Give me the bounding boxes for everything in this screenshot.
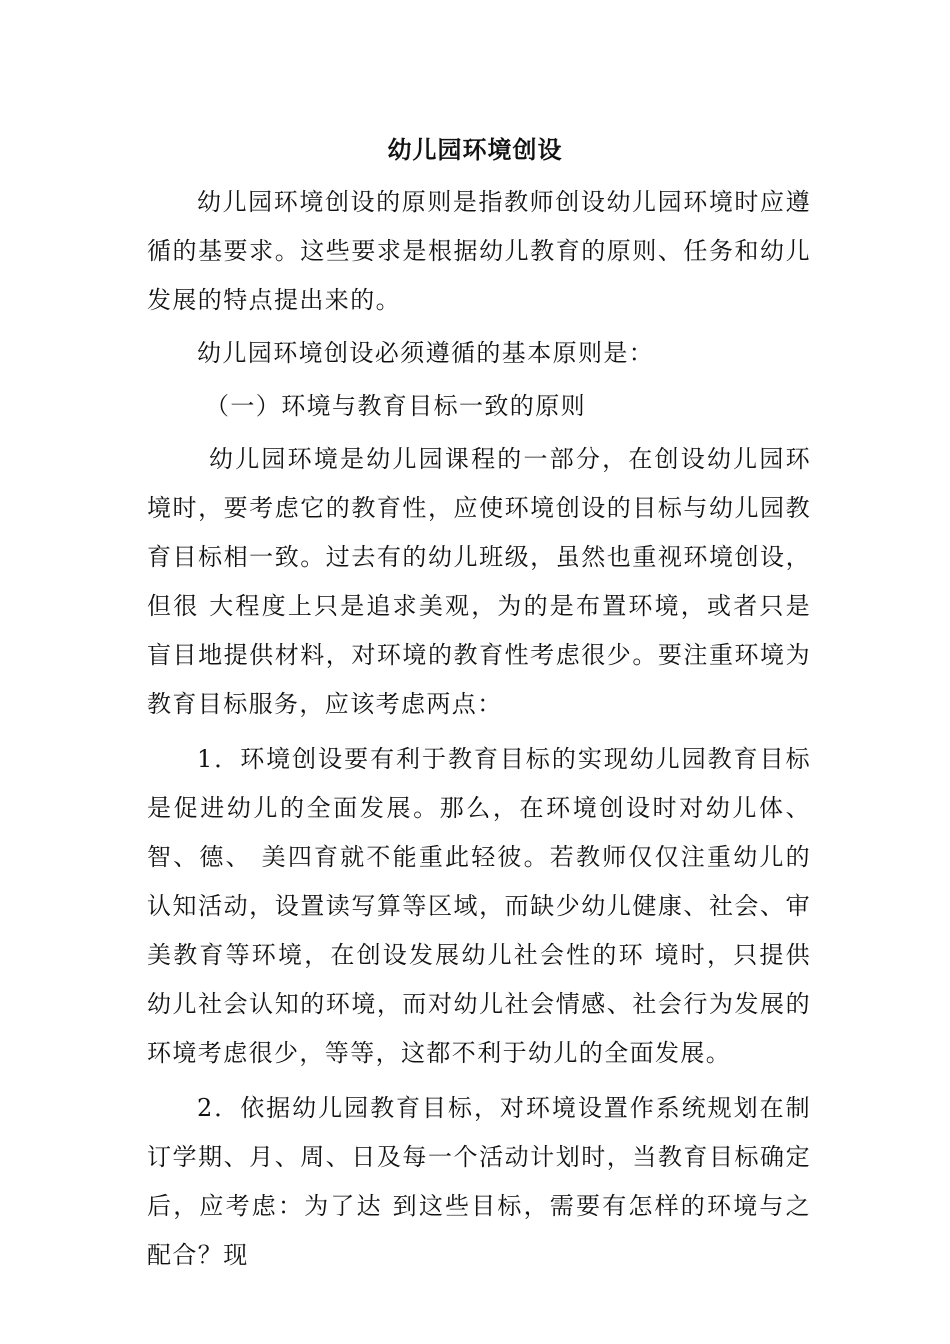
paragraph-principle-definition: 幼儿园环境创设的原则是指教师创设幼儿园环境时应遵循的基要求。这些要求是根据幼儿教育的原则、任务和幼儿发展的特点提出来的。 (147, 188, 811, 314)
section-heading-1: （一）环境与教育目标一致的原则 (205, 392, 586, 420)
document-body (147, 178, 811, 1286)
paragraph-environment-curriculum: 幼儿园环境是幼儿园课程的一部分，在创设幼儿园环境时，要考虑它的教育性，应使环境创设的目标与幼儿园教育目标相一致。过去有的幼儿班级，虽然也重视环境创设，但很 大程度上只是追求美观，为的是布置环境，或者只是盲目地提供材料，对环境的教育性考虑很少。要注重环境为教育目标服务，应该考虑两点： (147, 445, 811, 718)
document-title: 幼儿园环境创设 (387, 135, 563, 164)
paragraph-basic-principles-intro: 幼儿园环境创设必须遵循的基本原则是： (197, 339, 655, 367)
paragraph-point-2: 2．依据幼儿园教育目标，对环境设置作系统规划在制订学期、月、周、日及每一个活动计划时，当教育目标确定后，应考虑：为了达 到这些目标，需要有怎样的环境与之配合？现 (147, 1094, 811, 1269)
paragraph-point-1: 1．环境创设要有利于教育目标的实现幼儿园教育目标是促进幼儿的全面发展。那么，在环境创设时对幼儿体、 智、德、 美四育就不能重此轻彼。若教师仅仅注重幼儿的认知活动，设置读写算等区域，而缺少幼儿健康、社会、审美教育等环境，在创设发展幼儿社会性的环 境时，只提供幼儿社会认知的环境，而对幼儿社会情感、社会行为发展的环境考虑很少，等等，这都不利于幼儿的全面发展。 (147, 745, 811, 1067)
